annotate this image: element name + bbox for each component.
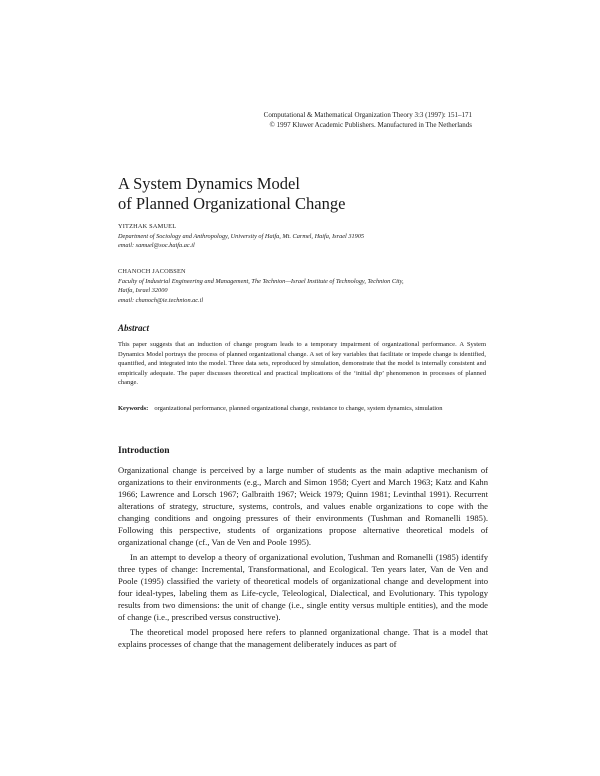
title-line: of Planned Organizational Change (118, 194, 346, 213)
keywords (118, 404, 486, 414)
author-affiliation: Faculty of Industrial Engineering and Management, The Technion—Israel Institute of Technology, Technion City, (118, 277, 404, 285)
author-block (118, 267, 490, 305)
author-block (118, 222, 490, 251)
author-affiliation: Haifa, Israel 32000 (118, 287, 168, 294)
abstract-heading: Abstract (118, 323, 150, 333)
paper-title (118, 174, 478, 214)
paragraph: Organizational change is perceived by a large number of students as the main adaptive mechanism of organizations to their environments (e.g., March and Simon 1958; Cyert and March 1963; Katz and Kahn 1966; Lawrence and Lorsch 1967; Galbraith 1967; Weick 1979; Quinn 1981; Levinthal 1991). Recurrent alterations of strategy, structure, systems, controls, and values enable organizations to cope with the changing conditions and ongoing pressures of their environments (Tushman and Romanelli 1985). Following this perspective, students of organizations propose alternative theoretical models of organizational change (cf., Van de Ven and Poole 1995). (118, 465, 488, 547)
keywords-label: Keywords: (118, 405, 149, 412)
author-name: CHANOCH JACOBSEN (118, 268, 186, 275)
copyright-notice: © 1997 Kluwer Academic Publishers. Manufactured in The Netherlands (269, 121, 472, 129)
author-affiliation: Department of Sociology and Anthropology, University of Haifa, Mt. Carmel, Haifa, Israel 31905 (118, 232, 365, 240)
title-line: A System Dynamics Model (118, 174, 300, 193)
keywords-text: organizational performance, planned organizational change, resistance to change, system dynamics, simulation (154, 405, 443, 412)
author-email: email: chanoch@ie.technion.ac.il (118, 296, 204, 304)
section-body (118, 464, 488, 653)
paragraph: The theoretical model proposed here refers to planned organizational change. That is a model that explains processes of change that the management deliberately induces as part of (118, 627, 488, 649)
journal-header (228, 110, 472, 130)
paragraph: In an attempt to develop a theory of organizational evolution, Tushman and Romanelli (1985) identify three types of change: Incremental, Transformational, and Ecological. Ten years later, Van de Ven and Poole (1995) classified the variety of theoretical models of organizational change and development into four ideal-types, labeling them as Life-cycle, Teleological, Dialectical, and Evolutionary. This typology results from two dimensions: the unit of change (i.e., single entity versus multiple entities), and the mode of change (i.e., prescribed versus constructive). (118, 552, 488, 622)
section-heading: Introduction (118, 446, 170, 456)
author-name: YITZHAK SAMUEL (118, 223, 177, 230)
author-email: email: samuel@soc.haifa.ac.il (118, 242, 195, 249)
abstract-text: This paper suggests that an induction of change program leads to a temporary impairment of organizational performance. A System Dynamics Model portrays the process of planned organizational change. A set of key variables that facilitate or impede change is identified, quantified, and integrated into the model. Three data sets, reproduced by simulation, demonstrate that the model is internally consistent and empirically adequate. The paper discusses theoretical and practical implications of the ‘initial dip’ phenomenon in processes of planned change. (118, 341, 486, 386)
journal-citation: Computational & Mathematical Organization Theory 3:3 (1997): 151–171 (263, 111, 472, 119)
